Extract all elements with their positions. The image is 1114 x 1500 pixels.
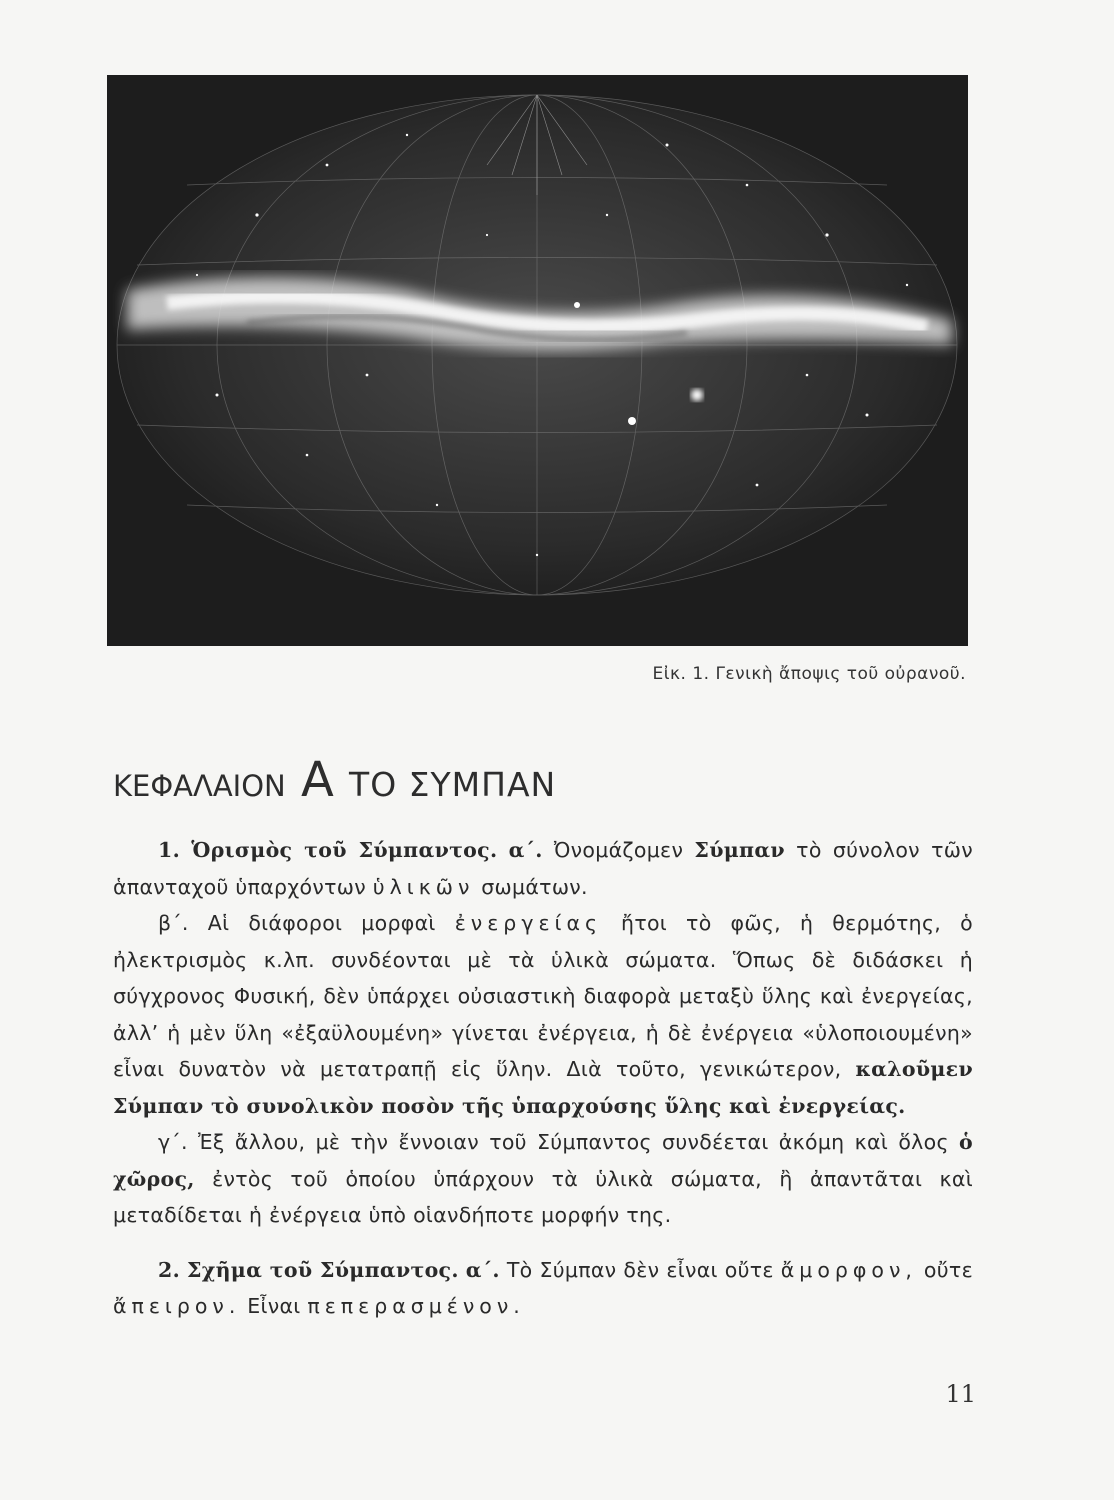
text-run: Τὸ Σύμπαν δὲν εἶναι οὔτε (506, 1257, 774, 1282)
section2-paragraph-a (113, 1252, 973, 1325)
chapter-title: ΤΟ ΣΥΜΠΑΝ (349, 765, 557, 804)
chapter-number: Α (300, 752, 334, 808)
text-run: ἐντὸς τοῦ ὁποίου ὑπάρχουν τὰ ὑλικὰ σώματα, ἢ ἀπαντᾶται καὶ μεταδίδεται ἡ ἐνέργεια ὑπὸ οἱανδήποτε μορφήν της. (113, 1166, 973, 1227)
section1-heading: Ὁρισμὸς τοῦ Σύμπαντος. (191, 838, 498, 862)
spaced-term: πεπερασμένον. (307, 1294, 525, 1318)
section1-number: 1. (158, 838, 181, 862)
spaced-term: ὑλικῶν (372, 874, 475, 899)
bold-term: Σύμπαν (694, 838, 785, 862)
body-text (113, 832, 973, 1325)
section1-paragraph-c (113, 1124, 973, 1234)
text-run: ἤτοι τὸ φῶς, ἡ θερμότης, ὁ ἠλεκτρισμὸς κ.λπ. συνδέονται μὲ τὰ ὑλικὰ σώματα. Ὅπως δὲ διδάσκει ἡ σύγχρονος Φυσική, δὲν ὑπάρχει οὐσιαστικὴ διαφορὰ μεταξὺ ὕλης καὶ ἐνεργείας, ἀλλ’ ἡ μὲν ὕλη «ἐξαϋλουμένη» γίνεται ἐνέργεια, ἡ δὲ ἐνέργεια «ὑλοποιουμένη» εἶναι δυνατὸν νὰ μετατραπῇ εἰς ὕλην. Διὰ τοῦτο, γενικώτερον, (113, 911, 973, 1081)
section2-a-mark: α΄. (465, 1257, 500, 1282)
section2-number: 2. (158, 1257, 181, 1282)
section1-paragraph-b (113, 905, 973, 1124)
milky-way-image (107, 75, 968, 646)
sky-photograph (107, 75, 968, 646)
text-run: σωμάτων. (481, 874, 588, 899)
paragraph-mark: β΄. (158, 911, 189, 935)
section1-a-mark: α΄. (508, 838, 543, 862)
paragraph-mark: γ΄. (158, 1130, 188, 1154)
section2-heading: Σχῆμα τοῦ Σύμπαντος. (187, 1257, 459, 1282)
spaced-term: ἄμορφον, (780, 1257, 917, 1282)
chapter-label: ΚΕΦΑΛΑΙΟΝ (113, 769, 286, 803)
text-run: Αἱ διάφοροι μορφαὶ (207, 911, 436, 935)
bold-term: ὁ χῶρος, (113, 1130, 973, 1191)
text-run: οὔτε (923, 1257, 973, 1282)
text-run: τὸ σύνολον τῶν ἁπανταχοῦ ὑπαρχόντων (113, 838, 973, 899)
spaced-term: ἄπειρον. (113, 1294, 241, 1318)
chapter-heading (113, 752, 556, 808)
bold-definition: καλοῦμεν Σύμπαν τὸ συνολικὸν ποσὸν τῆς ὑπαρχούσης ὕλης καὶ ἐνεργείας. (113, 1057, 973, 1118)
figure-caption: Εἰκ. 1. Γενικὴ ἄποψις τοῦ οὐρανοῦ. (652, 664, 966, 684)
spaced-term: ἐνεργείας (454, 911, 603, 935)
page-number: 11 (945, 1380, 976, 1408)
text-run: Εἶναι (247, 1294, 301, 1318)
text-run: Ὀνομάζομεν (553, 838, 684, 862)
text-run: Ἐξ ἄλλου, μὲ τὴν ἔννοιαν τοῦ Σύμπαντος συνδέεται ἀκόμη καὶ ὅλος (198, 1130, 949, 1154)
section1-paragraph-a (113, 832, 973, 905)
